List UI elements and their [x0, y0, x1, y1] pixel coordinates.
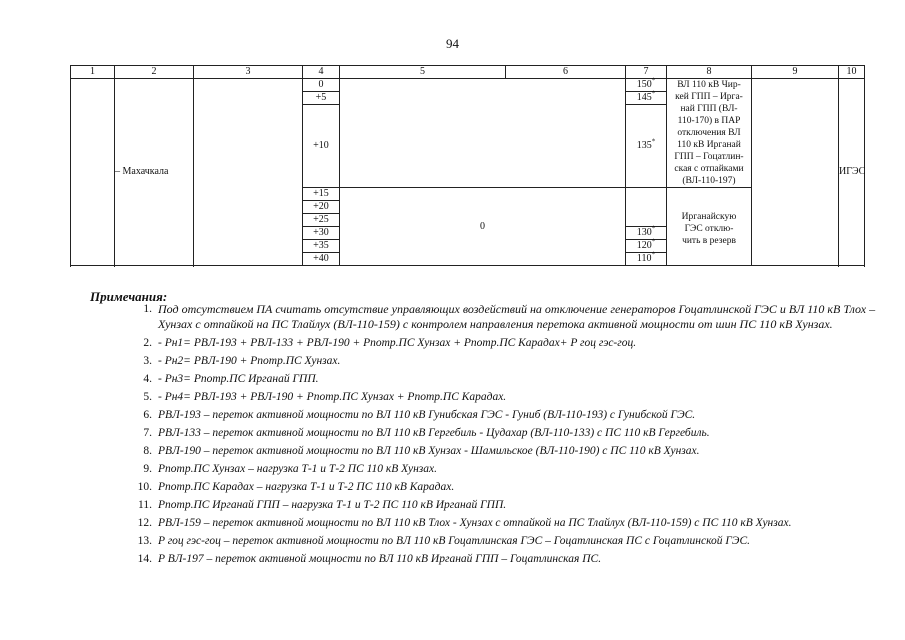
note-number: 13. [137, 535, 152, 547]
note-number: 7. [143, 427, 152, 439]
temp-cell: +5 [303, 92, 340, 105]
col-header: 3 [194, 66, 303, 79]
station-cell: ИГЭС [839, 79, 865, 266]
note-number: 3. [143, 355, 152, 367]
note-number: 10. [137, 481, 152, 493]
note-text: Под отсутствием ПА считать отсутствие управляющих воздействий на отключение генераторов Гоцатлинской ГЭС и ВЛ 110 кВ Тлох – Хунзах с отпайкой на ПС Тлайлух (ВЛ-110-159) с контролем направления перетока активной мощности от шин ПС 110 кВ Хунзах. [158, 302, 876, 331]
note-text: PВЛ-193 – переток активной мощности по ВЛ 110 кВ Гунибская ГЭС - Гуниб (ВЛ-110-193) с Гунибской ГЭС. [158, 409, 696, 421]
note-item [100, 336, 880, 350]
note-number: 8. [143, 445, 152, 457]
note-number: 5. [143, 391, 152, 403]
table-row [71, 79, 865, 92]
note-number: 4. [143, 373, 152, 385]
note-text: - Pн2= PВЛ-190 + Pпотр.ПС Хунзах. [158, 355, 341, 367]
empty-cell [626, 188, 667, 227]
limit-cell: 135* [626, 105, 667, 188]
note-number: 12. [137, 517, 152, 529]
col-header: 4 [303, 66, 340, 79]
empty-cell [752, 79, 839, 266]
note-item [100, 516, 880, 530]
limit-cell: 110* [626, 253, 667, 266]
note-item [100, 480, 880, 494]
temp-cell: +40 [303, 253, 340, 266]
temp-cell: +15 [303, 188, 340, 201]
note-item [100, 408, 880, 422]
note-item [100, 426, 880, 440]
temp-cell: +20 [303, 201, 340, 214]
action-note-cell: Ирганайскую ГЭС отклю- чить в резерв [667, 188, 752, 266]
temp-cell: +25 [303, 214, 340, 227]
notes-title: Примечания: [90, 289, 168, 304]
col-header: 7 [626, 66, 667, 79]
temp-cell: +35 [303, 240, 340, 253]
note-text: Pпотр.ПС Хунзах – нагрузка Т-1 и Т-2 ПС 110 кВ Хунзах. [158, 463, 437, 475]
limits-table [70, 65, 865, 266]
note-number: 6. [143, 409, 152, 421]
city-cell: – Махачкала [115, 79, 194, 266]
empty-cell [194, 79, 303, 266]
zero-cell: 0 [340, 188, 626, 266]
note-text: PВЛ-190 – переток активной мощности по ВЛ 110 кВ Хунзах - Шамильское (ВЛ-110-190) с ПС 110 кВ Хунзах. [158, 445, 700, 457]
note-number: 9. [143, 463, 152, 475]
note-item [100, 390, 880, 404]
note-text: - Pн3= Pпотр.ПС Ирганай ГПП. [158, 373, 319, 385]
note-text: PВЛ-133 – переток активной мощности по ВЛ 110 кВ Гергебиль - Цудахар (ВЛ-110-133) с ПС 110 кВ Гергебиль. [158, 427, 710, 439]
note-item [100, 444, 880, 458]
header-row [71, 66, 865, 79]
note-item [100, 302, 880, 332]
page-number: 94 [446, 36, 459, 51]
note-text: Pпотр.ПС Ирганай ГПП – нагрузка Т-1 и Т-2 ПС 110 кВ Ирганай ГПП. [158, 499, 507, 511]
note-number: 11. [138, 499, 152, 511]
empty-cell [340, 79, 626, 188]
col-header: 9 [752, 66, 839, 79]
temp-cell: +10 [303, 105, 340, 188]
col-header: 2 [115, 66, 194, 79]
note-text: P ВЛ-197 – переток активной мощности по ВЛ 110 кВ Ирганай ГПП – Гоцатлинская ПС. [158, 553, 602, 565]
empty-cell [71, 79, 115, 266]
note-item [100, 498, 880, 512]
limit-cell: 120* [626, 240, 667, 253]
note-text: - Pн1= PВЛ-193 + PВЛ-133 + PВЛ-190 + Pпотр.ПС Хунзах + Pпотр.ПС Карадах+ P гоц гэс-гоц. [158, 337, 637, 349]
note-number: 1. [143, 303, 152, 315]
temp-cell: 0 [303, 79, 340, 92]
col-header: 8 [667, 66, 752, 79]
notes-list [100, 302, 880, 570]
note-item [100, 534, 880, 548]
note-text: Pпотр.ПС Карадах – нагрузка Т-1 и Т-2 ПС 110 кВ Карадах. [158, 481, 455, 493]
temp-cell: +30 [303, 227, 340, 240]
note-item [100, 552, 880, 566]
note-text: P гоц гэс-гоц – переток активной мощности по ВЛ 110 кВ Гоцатлинская ГЭС – Гоцатлинская ПС с Гоцатлинской ГЭС. [158, 535, 751, 547]
note-item [100, 372, 880, 386]
col-header: 1 [71, 66, 115, 79]
note-item [100, 354, 880, 368]
col-header: 10 [839, 66, 865, 79]
limit-cell: 145* [626, 92, 667, 105]
note-text: - Pн4= PВЛ-193 + PВЛ-190 + Pпотр.ПС Хунзах + Pпотр.ПС Карадах. [158, 391, 507, 403]
limit-cell: 150* [626, 79, 667, 92]
limit-cell: 130* [626, 227, 667, 240]
col-header: 6 [506, 66, 626, 79]
note-number: 2. [143, 337, 152, 349]
note-number: 14. [137, 553, 152, 565]
note-text: PВЛ-159 – переток активной мощности по ВЛ 110 кВ Тлох - Хунзах с отпайкой на ПС Тлайлух (ВЛ-110-159) с ПС 110 кВ Хунзах. [158, 517, 792, 529]
col-header: 5 [340, 66, 506, 79]
action-note-cell: ВЛ 110 кВ Чир- кей ГПП – Ирга- най ГПП (ВЛ- 110-170) в ПАР отключения ВЛ 110 кВ Ирганай ГПП – Гоцатлин- ская с отпайками (ВЛ-110-197) [667, 79, 752, 188]
note-item [100, 462, 880, 476]
